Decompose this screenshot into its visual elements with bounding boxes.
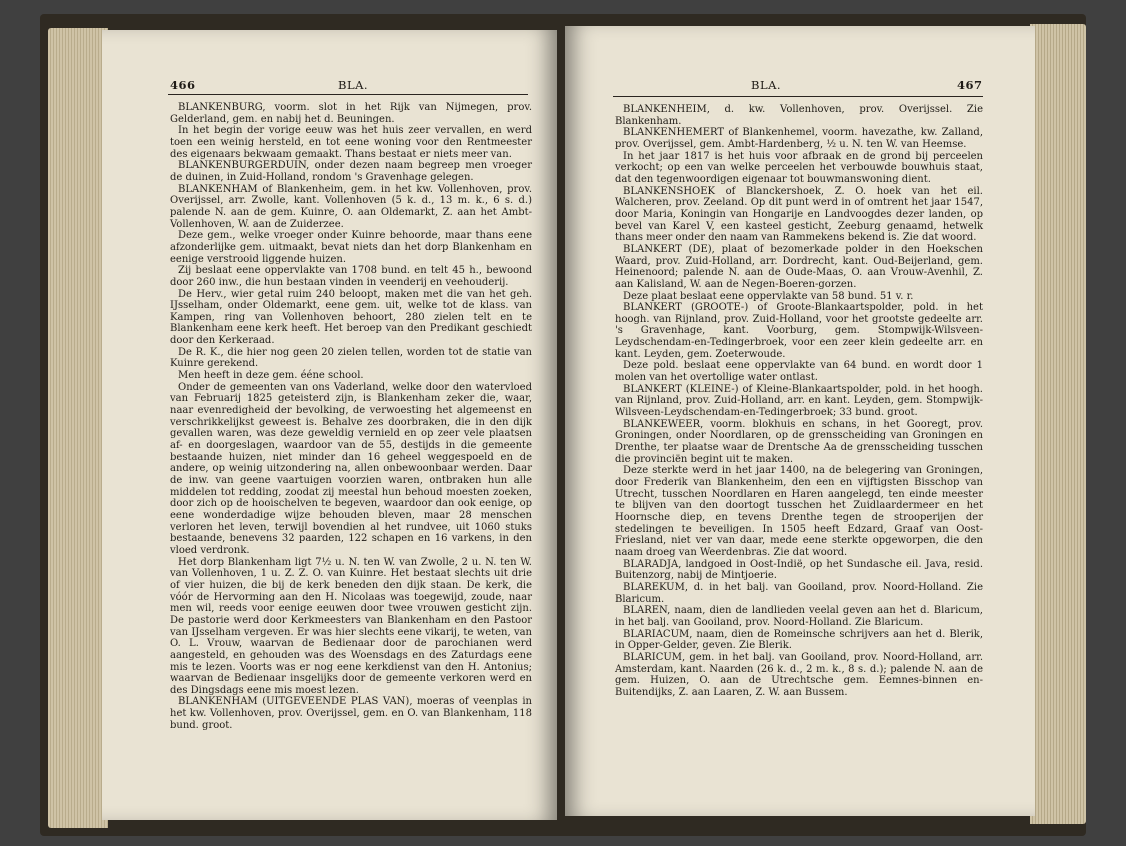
paragraph: Deze sterkte werd in het jaar 1400, na de belegering van Groningen, door Frederik van Blankenheim, den een en vijftigsten Bisschop van Utrecht, tusschen Noordlaren en Haren aangelegd, ten einde meester te blijven van den doortogt tusschen het Zuidlaardermeer en het Hoornsche diep, en tevens Drenthe tegen de strooperijen der stedelingen te beveiligen. In 1505 heeft Edzard, Graaf van Oost-Friesland, niet ver van daar, mede eene sterkte opgeworpen, die den naam droeg van Weerdenbras. Zie dat woord. xyxy=(615,465,983,558)
page-edges-left xyxy=(48,28,108,828)
running-head: BLA. xyxy=(751,78,782,92)
paragraph: BLANKENSHOEK of Blanckershoek, Z. O. hoek van het eil. Walcheren, prov. Zeeland. Op dit punt werd in of omtrent het jaar 1547, door Maria, Koningin van Hongarije en Landvoogdes dezer landen, op bevel van Karel V, een kasteel gesticht, Zeeburg genaamd, hetwelk thans meer onder den naam van Rammekens bekend is. Zie dat woord. xyxy=(615,185,983,244)
header-rule xyxy=(613,96,983,97)
paragraph: In het jaar 1817 is het huis voor afbraak en de grond bij perceelen verkocht; op een van welke perceelen het verbouwde bouwhuis staat, dat den tegenwoordigen eigenaar tot bouwmanswoning dient. xyxy=(615,150,983,185)
paragraph: In het begin der vorige eeuw was het huis zeer vervallen, en werd toen een weinig hersteld, en tot eene woning voor den Rentmeester des eigenaars bekwaam gemaakt. Thans bestaat er niets meer van. xyxy=(170,125,532,160)
paragraph: Men heeft in deze gem. ééne school. xyxy=(178,370,364,382)
body-text xyxy=(615,104,983,698)
paragraph: BLANKEWEER, voorm. blokhuis en schans, in het Gooregt, prov. Groningen, onder Noordlaren, op de grensscheiding van Groningen en Drenthe, ter plaatse waar de Drentsche Aa de grensscheiding tusschen die provinciën begint uit te maken. xyxy=(615,418,983,465)
running-head: BLA. xyxy=(338,78,369,92)
page-edges-right xyxy=(1030,24,1086,824)
paragraph: Zij beslaat eene oppervlakte van 1708 bund. en telt 45 h., bewoond door 260 inw., die hun bestaan vinden in veenderij en veehouderij. xyxy=(170,265,532,288)
page-number: 467 xyxy=(957,78,983,92)
paragraph: De R. K., die hier nog geen 20 zielen tellen, worden tot de statie van Kuinre gerekend. xyxy=(170,346,532,370)
paragraph: BLARIACUM, naam, dien de Romeinsche schrijvers aan het d. Blerik, in Opper-Gelder, geven. Zie Blerik. xyxy=(615,628,983,652)
paragraph: Deze plaat beslaat eene oppervlakte van 58 bund. 51 v. r. xyxy=(623,290,914,302)
paragraph: BLANKERT (DE), plaat of bezomerkade polder in den Hoekschen Waard, prov. Zuid-Holland, arr. Dordrecht, kant. Oud-Beijerland, gem. Heinenoord; palende N. aan de Oude-Maas, O. aan Vrouw-Avenhil, Z. aan Kalisland, W. aan de Negen-Boeren-gorzen. xyxy=(615,243,983,290)
paragraph: BLARADJA, landgoed in Oost-Indië, op het Sundasche eil. Java, resid. Buitenzorg, nabij de Mintjoerie. xyxy=(615,558,983,582)
paragraph: Het dorp Blankenham ligt 7½ u. N. ten W. van Zwolle, 2 u. N. ten W. van Vollenhoven, 1 u. Z. Z. O. van Kuinre. Het bestaat slechts uit drie of vier huizen, die bij de kerk beneden den dijk staan. De kerk, die vóór de Hervorming aan den H. Nicolaas was toegewijd, zoude, naar men wil, reeds voor eenige eeuwen door twee vrouwen gesticht zijn. De pastorie werd door Kerkmeesters van Blankenham en den Pastoor van IJsselham vergeven. Er was hier slechts eene vikarij, te weten, van O. L. Vrouw, waarvan de Bedienaar door de parochianen werd aangesteld, en gehouden was des Woensdags en des Zaturdags eene mis te lezen. Voorts was er nog eene kerkdienst van den H. Antonius; waarvan de Bedienaar insgelijks door de gemeente verkoren werd en des Dingsdags eene mis moest lezen. xyxy=(170,556,532,696)
left-page xyxy=(102,30,557,820)
paragraph: BLANKENHEIM, d. kw. Vollenhoven, prov. Overijssel. Zie Blankenham. xyxy=(615,104,983,127)
paragraph: BLAREN, naam, dien de landlieden veelal geven aan het d. Blaricum, in het balj. van Gooiland, prov. Noord-Holland. Zie Blaricum. xyxy=(615,605,983,628)
paragraph: Deze gem., welke vroeger onder Kuinre behoorde, maar thans eene afzonderlijke gem. uitmaakt, bevat niets dan het dorp Blankenham en eenige verstrooid liggende huizen. xyxy=(170,230,532,265)
paragraph: BLANKENHAM of Blankenheim, gem. in het kw. Vollenhoven, prov. Overijssel, arr. Zwolle, kant. Vollenhoven (5 k. d., 13 m. k., 6 s. d.) palende N. aan de gem. Kuinre, O. aan Oldemarkt, Z. aan het Ambt-Vollenhoven, W. aan de Zuiderzee. xyxy=(170,183,532,230)
paragraph: BLANKENHEMERT of Blankenhemel, voorm. havezathe, kw. Zalland, prov. Overijssel, gem. Ambt-Hardenberg, ½ u. N. ten W. van Heemse. xyxy=(615,127,983,150)
paragraph: BLARICUM, gem. in het balj. van Gooiland, prov. Noord-Holland, arr. Amsterdam, kant. Naarden (26 k. d., 2 m. k., 8 s. d.); palende N. aan de gem. Huizen, O. aan de Utrechtsche gem. Eemnes-binnen en-Buitendijks, Z. aan Laaren, Z. W. aan Bussem. xyxy=(615,651,983,698)
paragraph: BLANKENBURGERDUIN, onder dezen naam begreep men vroeger de duinen, in Zuid-Holland, rondom 's Gravenhage gelegen. xyxy=(170,160,532,183)
paragraph: Onder de gemeenten van ons Vaderland, welke door den watervloed van Februarij 1825 geteisterd zijn, is Blankenham zeker die, waar, naar evenredigheid der bevolking, de verwoesting het algemeenst en verschrikkelijkst geweest is. Behalve zes doorbraken, die in den dijk gevallen waren, was deze geweldig vernield en op zeer vele plaatsen af- en doorgeslagen, waardoor van de 55, destijds in die gemeente bestaande huizen, niet minder dan 16 geheel weggespoeld en de andere, op weinig uitzondering na, allen onbewoonbaar werden. Daar de inw. van geene vaartuigen voorzien waren, ontbraken hun alle middelen tot redding, zoodat zij meestal hun behoud moesten zoeken, door zich op de hooischelven te begeven, waardoor dan ook eenige, op eene wonderdadige wijze behouden bleven, maar 28 menschen verloren het leven, terwijl bovendien al het rundvee, uit 1060 stuks bestaande, benevens 32 paarden, 122 schapen en 16 varkens, in den vloed verdronk. xyxy=(170,381,532,556)
paragraph: De Herv., wier getal ruim 240 beloopt, maken met die van het geh. IJsselham, onder Oldemarkt, eene gem. uit, welke tot de klass. van Kampen, ring van Vollenhoven behoort, 280 zielen telt en te Blankenham eene kerk heeft. Het beroep van den Predikant geschiedt door den Kerkeraad. xyxy=(170,288,532,347)
header-rule xyxy=(168,94,528,95)
right-page xyxy=(565,26,1035,816)
page-number: 466 xyxy=(170,78,196,92)
body-text xyxy=(170,102,532,731)
paragraph: BLANKERT (GROOTE-) of Groote-Blankaartspolder, pold. in het hoogh. van Rijnland, prov. Zuid-Holland, voor het grootste gedeelte arr. 's Gravenhage, kant. Voorburg, gem. Stompwijk-Wilsveen-Leydschendam-en-Tedingerbroek, voor een zeer klein gedeelte arr. en kant. Leyden, gem. Zoeterwoude. xyxy=(615,302,983,360)
paragraph: BLANKENBURG, voorm. slot in het Rijk van Nijmegen, prov. Gelderland, gem. en nabij het d. Beuningen. xyxy=(170,102,532,125)
paragraph: BLANKENHAM (UITGEVEENDE PLAS VAN), moeras of veenplas in het kw. Vollenhoven, prov. Overijssel, gem. en O. van Blankenham, 118 bund. groot. xyxy=(170,696,532,731)
paragraph: BLAREKUM, d. in het balj. van Gooiland, prov. Noord-Holland. Zie Blaricum. xyxy=(615,581,983,605)
paragraph: Deze pold. beslaat eene oppervlakte van 64 bund. en wordt door 1 molen van het overtollige water ontlast. xyxy=(615,360,983,384)
paragraph: BLANKERT (KLEINE-) of Kleine-Blankaartspolder, pold. in het hoogh. van Rijnland, prov. Zuid-Holland, arr. en kant. Leyden, gem. Stompwijk-Wilsveen-Leydschendam-en-Tedingerbroek; 33 bund. groot. xyxy=(615,383,983,419)
